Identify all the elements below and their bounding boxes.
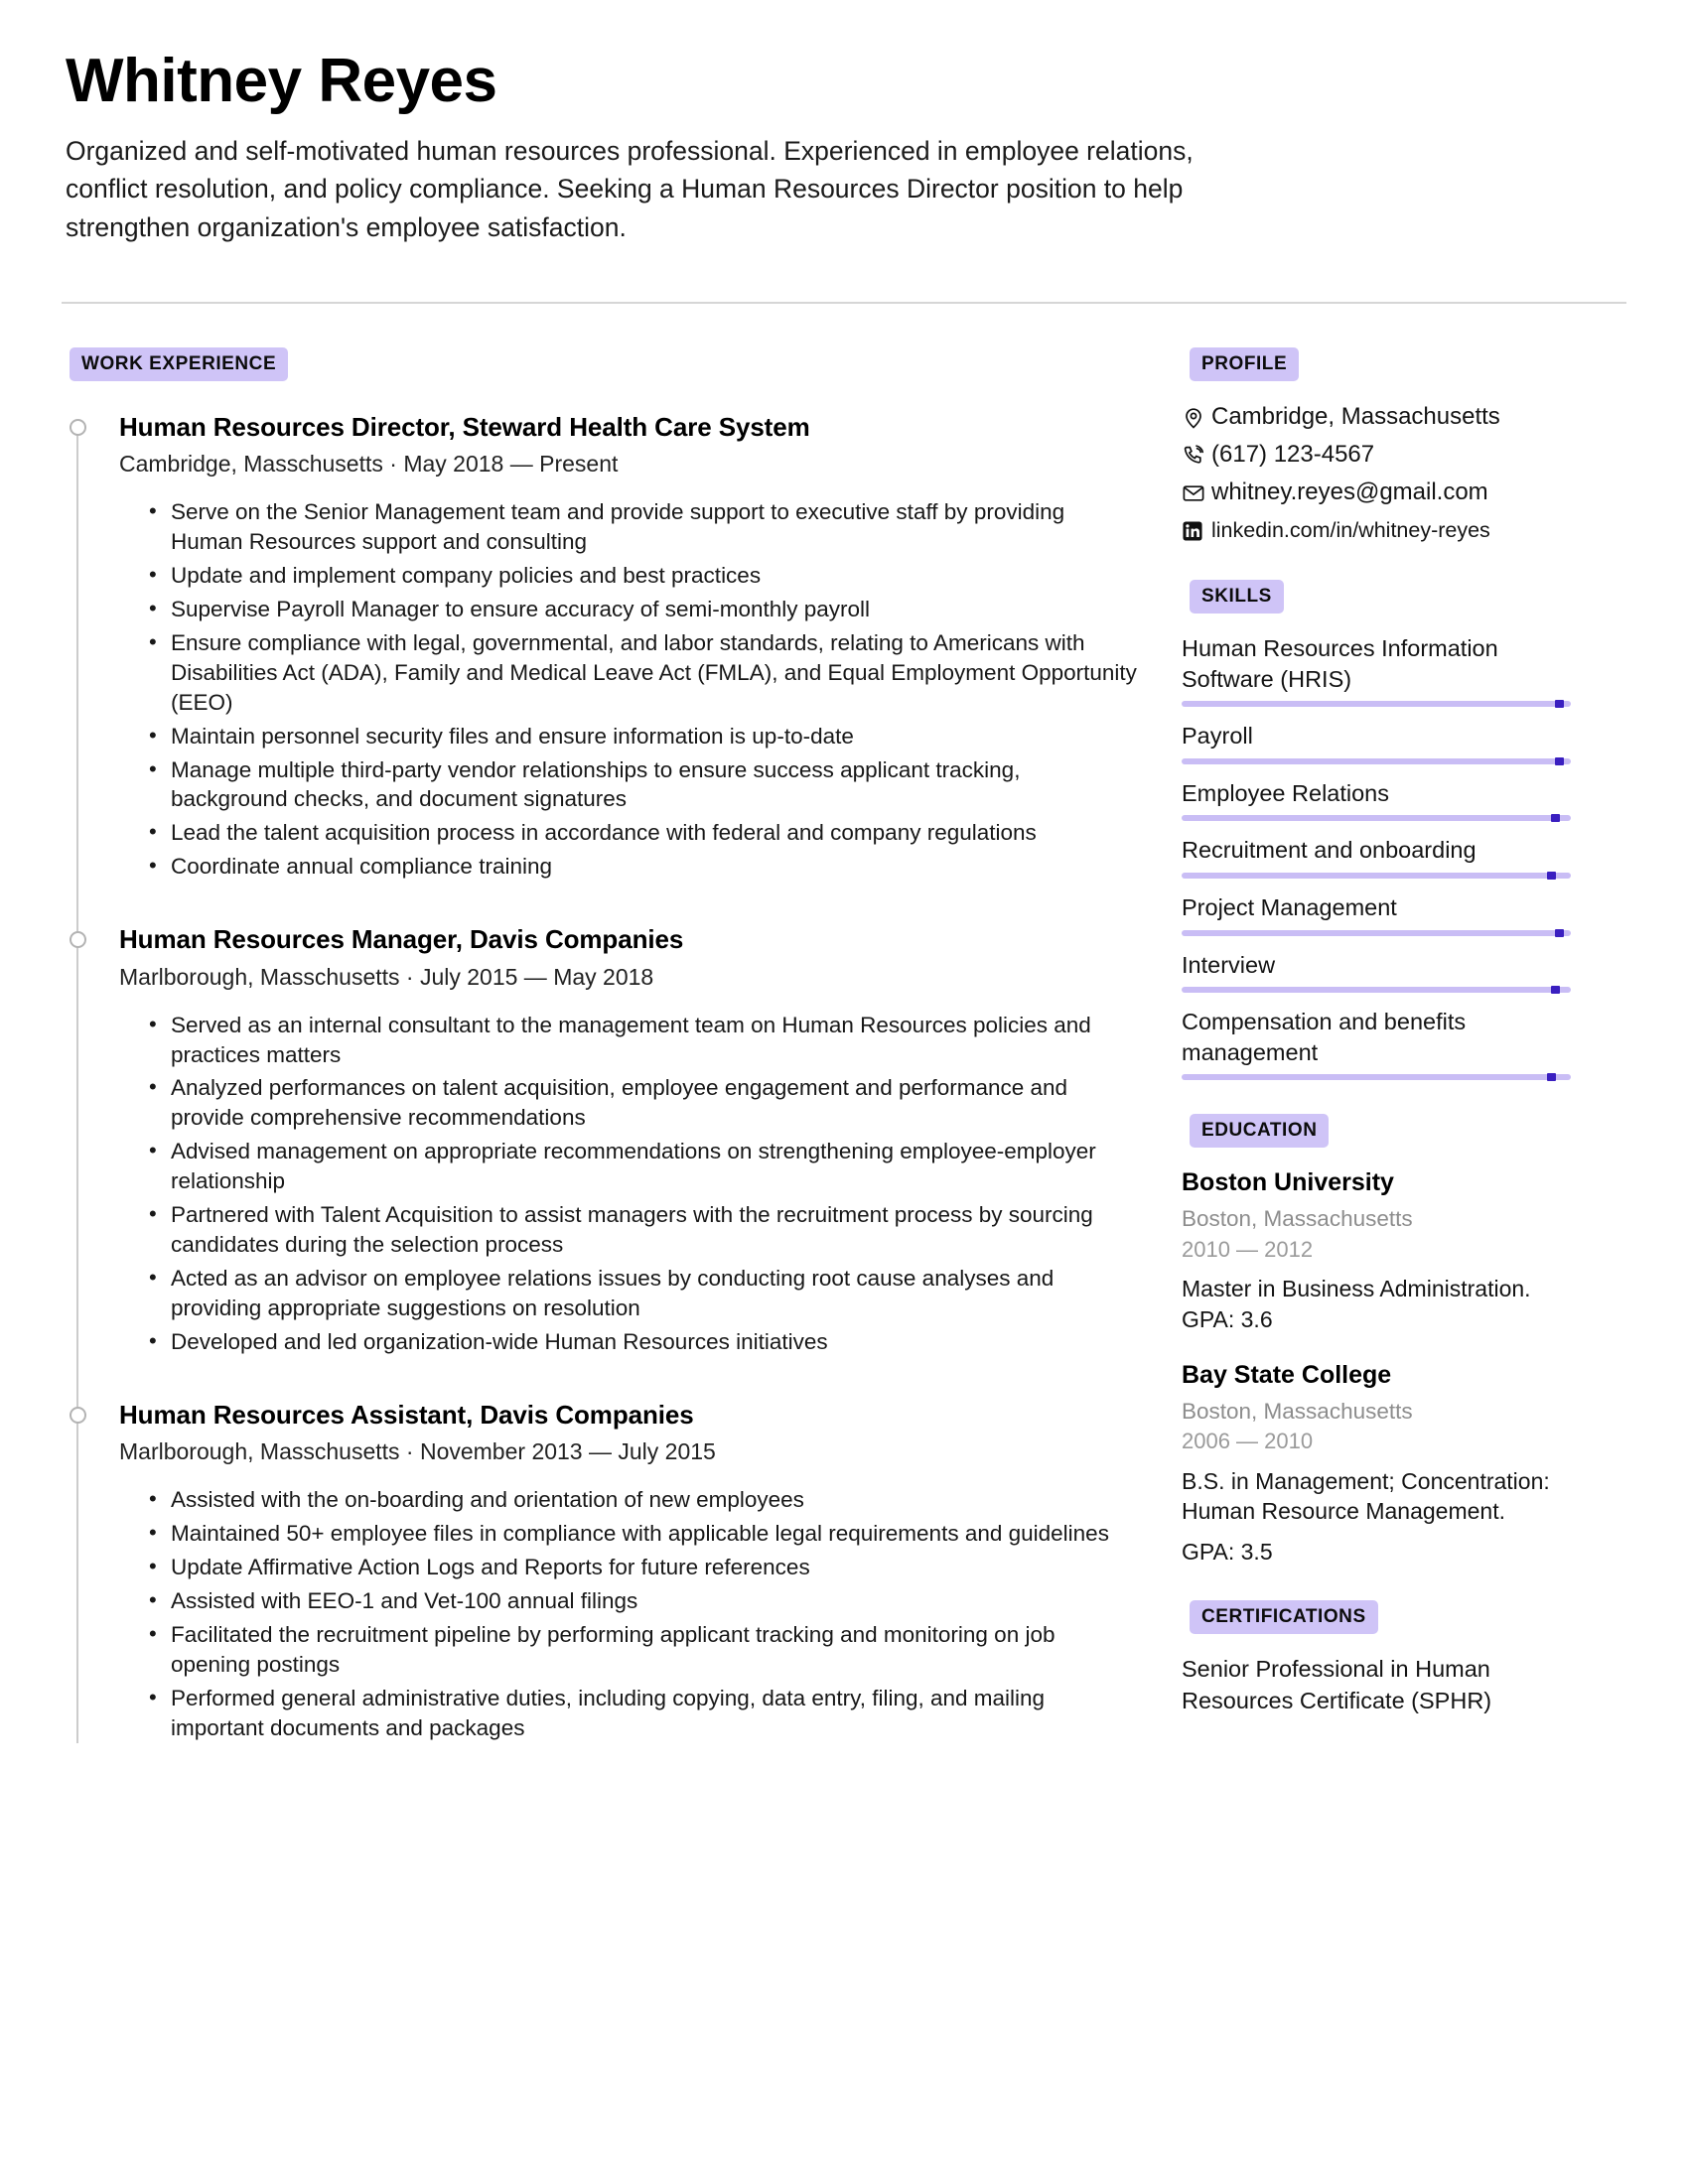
education-years: 2010 — 2012 (1182, 1236, 1314, 1262)
job-responsibility-item: • Supervise Payroll Manager to ensure accuracy of semi-monthly payroll (149, 595, 1138, 624)
certifications-section (1182, 1600, 1571, 1716)
skill-label: Interview (1182, 951, 1276, 978)
job-responsibility-item: • Acted as an advisor on employee relations issues by conducting root cause analyses and providing appropriate suggestions on resolution (149, 1264, 1138, 1323)
job-responsibility-item: • Performed general administrative duties, including copying, data entry, filing, and mailing important documents and packages (149, 1684, 1138, 1743)
skill-item (1182, 1007, 1571, 1080)
skill-level-marker (1547, 872, 1556, 880)
skill-level-marker (1547, 1073, 1556, 1081)
work-experience-entry (119, 411, 1138, 882)
job-responsibility-list (119, 497, 1138, 882)
certifications-section-header (1190, 1600, 1571, 1634)
education-location: Boston, Massachusetts (1182, 1206, 1413, 1232)
job-responsibility-item: • Partnered with Talent Acquisition to assist managers with the recruitment process by sourcing candidates during the selection process (149, 1200, 1138, 1260)
timeline-dot-icon (70, 1407, 86, 1424)
work-experience-entry (119, 923, 1138, 1357)
skill-level-bar (1182, 930, 1571, 936)
header-divider (62, 302, 1626, 304)
skills-section-header (1190, 580, 1571, 614)
skill-item (1182, 835, 1571, 879)
skill-label: Payroll (1182, 723, 1253, 750)
skills-badge: SKILLS (1190, 580, 1284, 614)
job-location-dates: Cambridge, Masschusetts · May 2018 — Present (119, 451, 619, 478)
education-entry (1182, 1167, 1571, 1334)
job-responsibility-item: • Serve on the Senior Management team and provide support to executive staff by providing Human Resources support and consulting (149, 497, 1138, 557)
job-responsibility-list (119, 1485, 1138, 1742)
job-responsibility-item: • Analyzed performances on talent acquisition, employee engagement and performance and provide comprehensive recommendations (149, 1073, 1138, 1133)
timeline-dot-icon (70, 931, 86, 948)
skill-item (1182, 633, 1571, 707)
contact-value: (617) 123-4567 (1211, 440, 1375, 468)
skill-label: Employee Relations (1182, 779, 1389, 806)
skills-section (1182, 580, 1571, 1080)
certification-item: Senior Professional in Human Resources Certificate (SPHR) (1182, 1656, 1492, 1713)
contact-value: linkedin.com/in/whitney-reyes (1211, 518, 1490, 543)
main-column (62, 347, 1174, 1747)
profile-section (1182, 347, 1571, 546)
sidebar-column (1174, 347, 1571, 1751)
candidate-name: Whitney Reyes (66, 47, 497, 115)
contact-value: whitney.reyes@gmail.com (1211, 478, 1488, 506)
education-gpa: GPA: 3.5 (1182, 1538, 1273, 1565)
job-title: Human Resources Manager, Davis Companies (119, 924, 684, 955)
job-responsibility-item: • Maintained 50+ employee files in compliance with applicable legal requirements and guidelines (149, 1519, 1138, 1549)
job-responsibility-item: • Ensure compliance with legal, governmental, and labor standards, relating to Americans with Disabilities Act (ADA), Family and Medical Leave Act (FMLA), and Equal Employment Opportunity (EEO) (149, 628, 1138, 718)
education-school-name: Boston University (1182, 1168, 1394, 1197)
job-responsibility-item: • Update Affirmative Action Logs and Reports for future references (149, 1553, 1138, 1582)
skill-label: Recruitment and onboarding (1182, 837, 1477, 864)
work-experience-timeline (62, 411, 1138, 1743)
education-section (1182, 1114, 1571, 1567)
skill-label: Human Resources Information Software (HRIS) (1182, 635, 1498, 692)
skills-list (1182, 633, 1571, 1080)
contact-value: Cambridge, Massachusetts (1211, 402, 1500, 430)
job-responsibility-item: • Developed and led organization-wide Human Resources initiatives (149, 1327, 1138, 1357)
job-responsibility-item: • Assisted with the on-boarding and orientation of new employees (149, 1485, 1138, 1515)
job-responsibility-item: • Served as an internal consultant to the management team on Human Resources policies and practices matters (149, 1011, 1138, 1070)
skill-level-marker (1551, 986, 1560, 994)
skill-level-bar (1182, 1074, 1571, 1080)
envelope-icon (1182, 478, 1211, 508)
professional-summary: Organized and self-motivated human resources professional. Experienced in employee relations, conflict resolution, and policy compliance. Seeking a Human Resources Director position to help strengthen organization's employee satisfaction. (66, 136, 1194, 242)
education-degree: Master in Business Administration. GPA: 3.6 (1182, 1276, 1531, 1332)
timeline-dot-icon (70, 419, 86, 436)
education-badge: EDUCATION (1190, 1114, 1329, 1148)
contact-list (1182, 401, 1571, 546)
profile-section-header (1190, 347, 1571, 381)
skill-item (1182, 778, 1571, 822)
skill-level-bar (1182, 701, 1571, 707)
certifications-badge: CERTIFICATIONS (1190, 1600, 1378, 1634)
skill-level-marker (1551, 814, 1560, 822)
skill-level-marker (1555, 757, 1564, 765)
skill-level-bar (1182, 873, 1571, 879)
job-responsibility-item: • Lead the talent acquisition process in accordance with federal and company regulations (149, 818, 1138, 848)
skill-level-bar (1182, 815, 1571, 821)
education-entry (1182, 1360, 1571, 1567)
education-years: 2006 — 2010 (1182, 1429, 1314, 1454)
location-pin-icon (1182, 403, 1211, 433)
education-school-name: Bay State College (1182, 1360, 1392, 1389)
phone-icon (1182, 441, 1211, 471)
job-title: Human Resources Assistant, Davis Companies (119, 1399, 694, 1430)
job-responsibility-item: • Assisted with EEO-1 and Vet-100 annual filings (149, 1586, 1138, 1616)
skill-level-marker (1555, 700, 1564, 708)
profile-badge: PROFILE (1190, 347, 1299, 381)
education-list (1182, 1167, 1571, 1567)
work-experience-section-header (70, 347, 1138, 381)
certifications-body (1182, 1654, 1571, 1716)
skill-item (1182, 721, 1571, 764)
contact-item[interactable] (1182, 477, 1571, 508)
skill-label: Compensation and benefits management (1182, 1009, 1467, 1065)
job-responsibility-item: • Update and implement company policies and best practices (149, 561, 1138, 591)
contact-item[interactable] (1182, 401, 1571, 433)
skill-level-marker (1555, 929, 1564, 937)
skill-label: Project Management (1182, 893, 1397, 920)
education-location: Boston, Massachusetts (1182, 1399, 1413, 1425)
work-experience-badge: WORK EXPERIENCE (70, 347, 288, 381)
contact-item[interactable] (1182, 514, 1571, 546)
linkedin-icon (1182, 516, 1211, 546)
job-responsibility-item: • Coordinate annual compliance training (149, 852, 1138, 882)
education-degree: B.S. in Management; Concentration: Human Resource Management. (1182, 1468, 1550, 1525)
job-responsibility-item: • Maintain personnel security files and ensure information is up-to-date (149, 722, 1138, 751)
contact-item[interactable] (1182, 439, 1571, 471)
job-title: Human Resources Director, Steward Health Care System (119, 411, 810, 442)
skill-level-bar (1182, 758, 1571, 764)
job-responsibility-list (119, 1011, 1138, 1357)
resume-header (62, 46, 1626, 246)
education-section-header (1190, 1114, 1571, 1148)
job-responsibility-item: • Manage multiple third-party vendor relationships to ensure success applicant tracking, background checks, and document signatures (149, 755, 1138, 815)
job-location-dates: Marlborough, Masschusetts · July 2015 — May 2018 (119, 963, 654, 990)
resume-body (62, 347, 1626, 1751)
skill-level-bar (1182, 987, 1571, 993)
job-responsibility-item: • Facilitated the recruitment pipeline by performing applicant tracking and monitoring on job opening postings (149, 1620, 1138, 1680)
job-responsibility-item: • Advised management on appropriate recommendations on strengthening employee-employer relationship (149, 1137, 1138, 1196)
job-location-dates: Marlborough, Masschusetts · November 2013 — July 2015 (119, 1438, 716, 1465)
skill-item (1182, 950, 1571, 994)
skill-item (1182, 892, 1571, 936)
work-experience-entry (119, 1399, 1138, 1743)
